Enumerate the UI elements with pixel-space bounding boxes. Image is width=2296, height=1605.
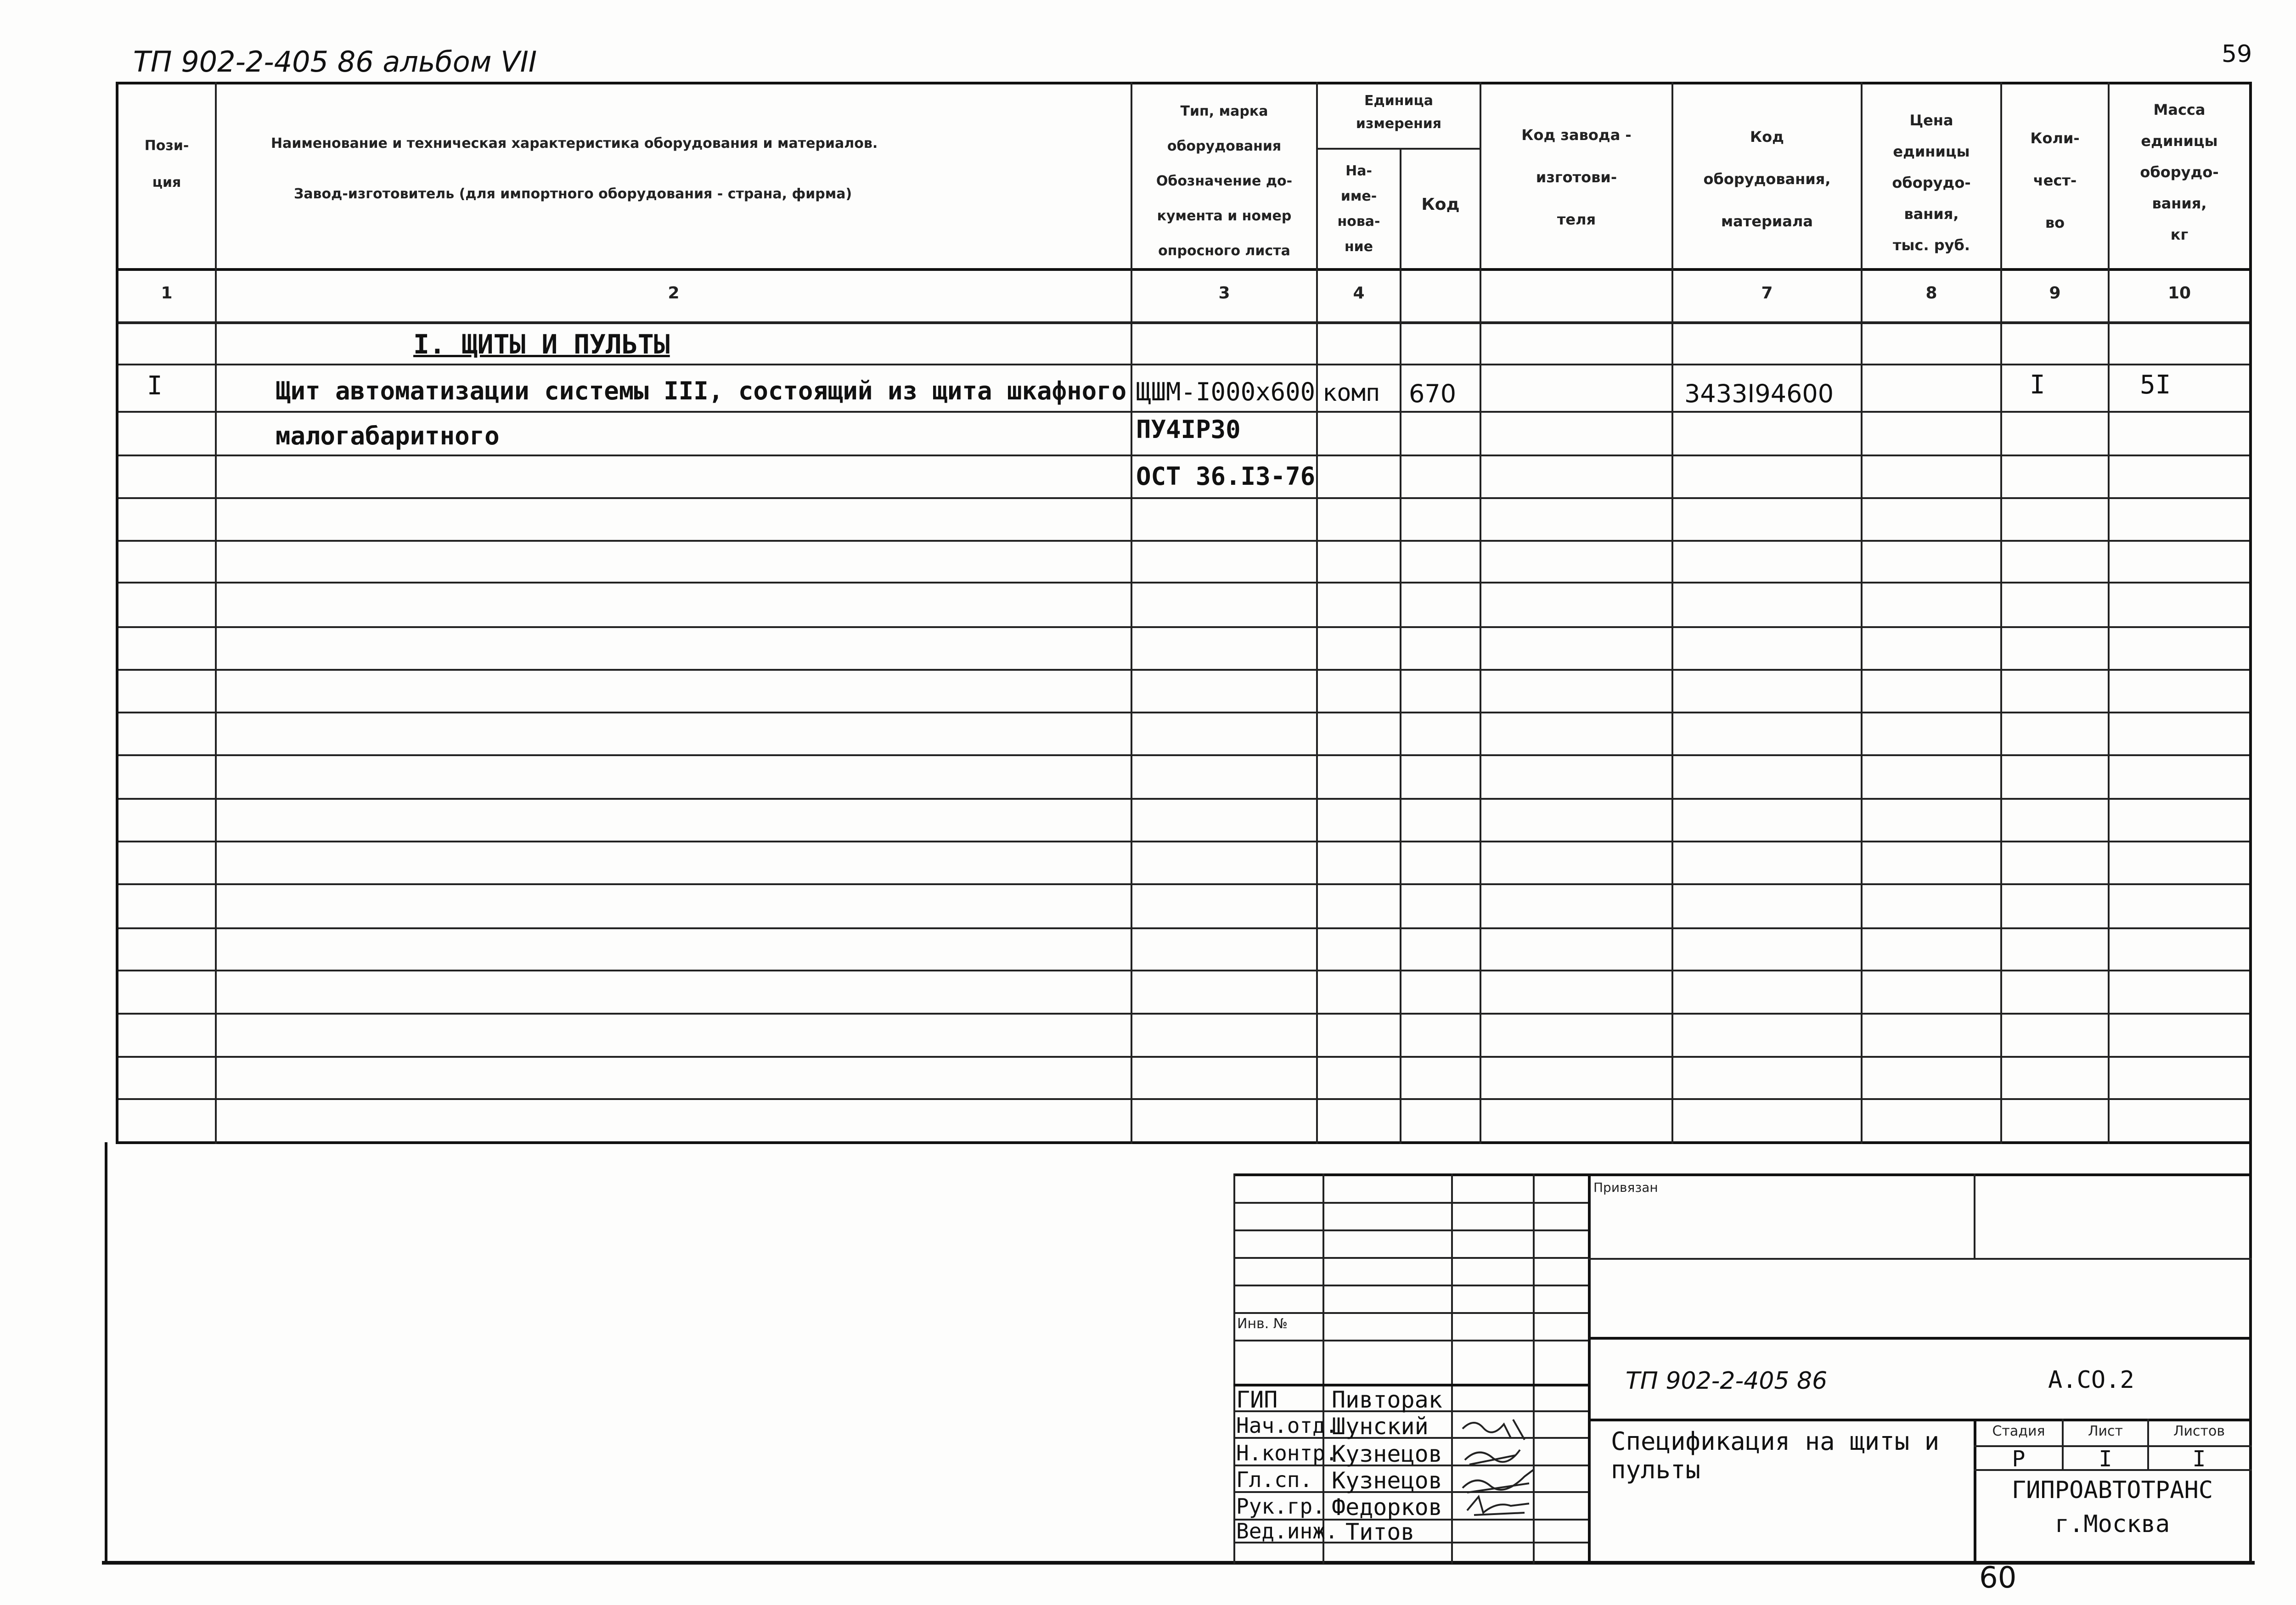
col-num-4: 4 (1353, 284, 1365, 303)
signature-icon (1460, 1467, 1538, 1495)
sheet-code: А.СО.2 (2048, 1366, 2134, 1394)
stage-label: Стадия (1992, 1423, 2045, 1439)
col-num-9: 9 (2049, 284, 2061, 303)
privyazan-label: Привязан (1593, 1180, 1658, 1195)
bottom-page-number: 60 (1979, 1561, 2017, 1595)
row-name: Щит автоматизации системы III, состоящий из щита шкафного (276, 376, 1127, 405)
page-number: 59 (2222, 40, 2252, 68)
col-num-10: 10 (2167, 284, 2191, 303)
name-ved-inzh: Титов (1345, 1519, 1415, 1545)
header-equip-code: Код оборудования, материала (1703, 128, 1831, 230)
sheet-label: Лист (2088, 1423, 2123, 1439)
header-factory-code: Код завода - изготови- теля (1521, 126, 1632, 228)
row-type: ПУ4IР30 (1136, 415, 1241, 444)
header-unit-group: Единица измерения (1356, 93, 1442, 132)
header-price: Цена единицы оборудо- вания, тыс. руб. (1892, 112, 1971, 254)
header-name-line2: Завод-изготовитель (для импортного оборудования - страна, фирма) (294, 186, 852, 202)
row-mass: 5I (2140, 370, 2171, 400)
description-line1: Спецификация на щиты и (1611, 1427, 1940, 1456)
frame-bottom (102, 1561, 2255, 1565)
sheets-value: I (2192, 1446, 2206, 1472)
row-equip-code: 3433I94600 (1684, 379, 1834, 408)
organization: ГИПРОАВТОТРАНС (2011, 1476, 2213, 1504)
signature-icon (1465, 1492, 1534, 1518)
col-num-1: 1 (161, 284, 173, 303)
document-reference: ТП 902-2-405 86 альбом VII (133, 45, 537, 79)
inventory-number-label: Инв. № (1237, 1316, 1288, 1332)
name-gl-sp: Кузнецов (1332, 1467, 1442, 1494)
signature-icon (1460, 1415, 1529, 1441)
role-ved-inzh: Вед.инж. (1236, 1519, 1338, 1543)
role-gip: ГИП (1236, 1386, 1278, 1413)
header-unit-code: Код (1421, 195, 1460, 214)
stage-value: Р (2012, 1446, 2026, 1472)
col-num-8: 8 (1925, 284, 1937, 303)
row-unit: комп (1322, 379, 1380, 407)
document-code: ТП 902-2-405 86 (1626, 1367, 1828, 1395)
section-title: I. ЩИТЫ И ПУЛЬТЫ (413, 329, 670, 360)
col-num-3: 3 (1218, 284, 1230, 303)
role-gl-sp: Гл.сп. (1236, 1467, 1313, 1492)
signature-icon (1460, 1442, 1529, 1467)
role-nach-otd: Нач.отд. (1236, 1413, 1338, 1438)
name-n-kontr: Кузнецов (1332, 1441, 1442, 1467)
header-unit-name: На- име- нова- ние (1337, 163, 1380, 255)
row-type: ЩШМ-I000х600 (1136, 377, 1316, 406)
city: г.Москва (2054, 1510, 2170, 1538)
description-line2: пульты (1611, 1455, 1701, 1484)
header-mass: Масса единицы оборудо- вания, кг (2140, 101, 2219, 243)
row-name: малогабаритного (276, 421, 500, 450)
header-qty: Коли- чест- во (2030, 129, 2080, 231)
name-gip: Пивторак (1332, 1386, 1442, 1413)
frame-right (2249, 1142, 2252, 1564)
header-name-line1: Наименование и техническая характеристика оборудования и материалов. (271, 135, 878, 152)
header-position: Пози- ция (144, 138, 189, 191)
name-nach-otd: Шунский (1332, 1413, 1429, 1440)
col-num-2: 2 (668, 284, 680, 303)
row-unit-code: 670 (1409, 379, 1457, 408)
sheets-label: Листов (2173, 1423, 2225, 1439)
row-qty: I (2030, 370, 2045, 400)
col-num-7: 7 (1761, 284, 1773, 303)
name-ruk-gr: Федорков (1332, 1494, 1442, 1521)
role-ruk-gr: Рук.гр. (1236, 1494, 1325, 1519)
frame-left (105, 1142, 107, 1565)
header-type: Тип, марка оборудования Обозначение до- кумента и номер опросного листа (1156, 103, 1293, 259)
role-n-kontr: Н.контр. (1236, 1441, 1338, 1465)
sheet-value: I (2099, 1446, 2112, 1472)
row-type: ОСТ 36.I3-76 (1136, 462, 1316, 491)
row-position: I (147, 371, 163, 401)
